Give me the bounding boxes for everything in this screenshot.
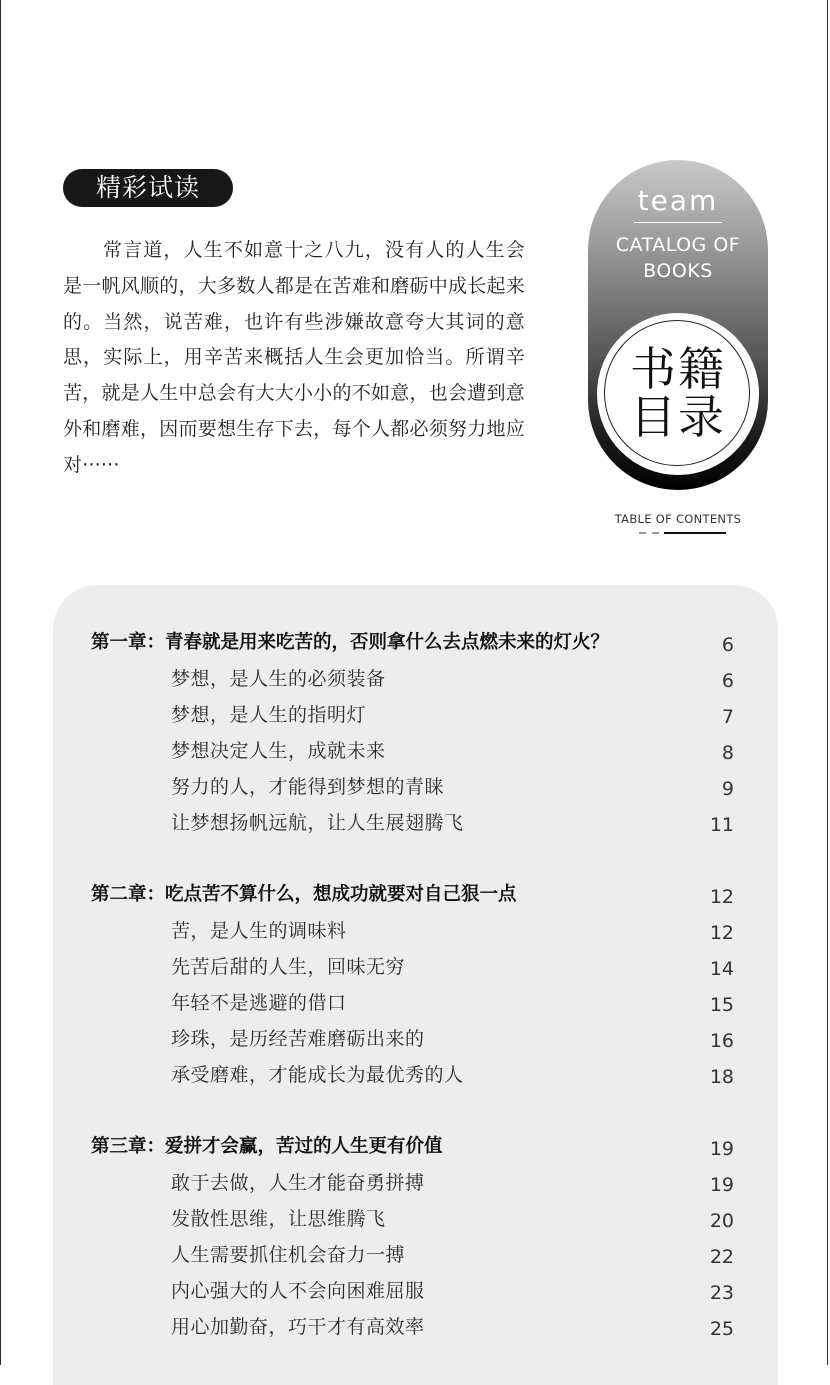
page-number: 16 (709, 1030, 734, 1052)
section-title: 发散性思维，让思维腾飞 (171, 1208, 386, 1230)
badge-chinese-title (605, 342, 751, 444)
badge-catalog-text (588, 232, 768, 284)
toc-chapter-row[interactable] (53, 625, 778, 661)
toc-section-row[interactable] (53, 913, 778, 949)
toc-section-row[interactable] (53, 1057, 778, 1093)
chapter-title: 第一章：青春就是用来吃苦的，否则拿什么去点燃未来的灯火？ (91, 632, 610, 653)
toc-section-row[interactable] (53, 805, 778, 841)
section-title: 内心强大的人不会向困难屈服 (171, 1280, 425, 1302)
section-title: 珍珠，是历经苦难磨砺出来的 (171, 1028, 425, 1050)
toc-section-row[interactable] (53, 1237, 778, 1273)
section-title: 先苦后甜的人生，回味无穷 (171, 956, 406, 978)
badge-team-text: team (637, 184, 719, 217)
page-number: 6 (721, 670, 734, 692)
page-number: 9 (721, 778, 734, 800)
section-title: 承受磨难，才能成长为最优秀的人 (171, 1064, 464, 1086)
page-number: 25 (709, 1318, 734, 1340)
section-title: 努力的人，才能得到梦想的青睐 (171, 776, 445, 798)
toc-section-row[interactable] (53, 1201, 778, 1237)
page-number: 14 (709, 958, 734, 980)
section-title: 苦，是人生的调味料 (171, 920, 347, 942)
toc-section-row[interactable] (53, 985, 778, 1021)
decorative-underline (664, 532, 726, 534)
catalog-badge (588, 160, 768, 490)
section-title: 敢于去做，人生才能奋勇拼搏 (171, 1172, 425, 1194)
toc-section-row[interactable] (53, 1273, 778, 1309)
page-number: 8 (721, 742, 734, 764)
decorative-dash (639, 532, 646, 534)
page-number: 20 (709, 1210, 734, 1232)
badge-circle (597, 313, 759, 475)
table-of-contents-label: TABLE OF CONTENTS (614, 512, 742, 526)
toc-chapter-row[interactable] (53, 1129, 778, 1165)
badge-cn-line2: 目录 (630, 390, 726, 444)
section-title: 梦想，是人生的必须装备 (171, 668, 386, 690)
toc-section-row[interactable] (53, 1309, 778, 1345)
section-title: 梦想，是人生的指明灯 (171, 704, 367, 726)
section-title: 人生需要抓住机会奋力一搏 (171, 1244, 406, 1266)
section-title: 年轻不是逃避的借口 (171, 992, 347, 1014)
toc-panel (53, 585, 778, 1385)
page-number: 11 (709, 814, 734, 836)
toc-section-row[interactable] (53, 1165, 778, 1201)
toc-section-row[interactable] (53, 733, 778, 769)
badge-catalog-line2: BOOKS (643, 260, 713, 282)
section-title: 用心加勤奋，巧干才有高效率 (171, 1316, 425, 1338)
section-title: 让梦想扬帆远航，让人生展翅腾飞 (171, 812, 464, 834)
toc-section-row[interactable] (53, 1021, 778, 1057)
page-number: 23 (709, 1282, 734, 1304)
page-number: 18 (709, 1066, 734, 1088)
section-pill-label: 精彩试读 (63, 169, 233, 207)
page-number: 19 (709, 1138, 734, 1160)
toc-section-row[interactable] (53, 949, 778, 985)
chapter-title: 第三章：爱拼才会赢，苦过的人生更有价值 (91, 1136, 443, 1157)
toc-section-row[interactable] (53, 769, 778, 805)
badge-circle-ring (604, 320, 750, 466)
page-number: 19 (709, 1174, 734, 1196)
page-number: 12 (709, 886, 734, 908)
intro-paragraph: 常言道，人生不如意十之八九，没有人的人生会是一帆风顺的，大多数人都是在苦难和磨砺中成长起来的。当然，说苦难，也许有些涉嫌故意夸大其词的意思，实际上，用辛苦来概括人生会更加恰当。所谓辛苦，就是人生中总会有大大小小的不如意，也会遭到意外和磨难，因而要想生存下去，每个人都必须努力地应对······ (63, 239, 525, 476)
badge-underline (634, 222, 722, 223)
page-number: 6 (721, 634, 734, 656)
page-number: 12 (709, 922, 734, 944)
decorative-dash (652, 532, 659, 534)
toc-section-row[interactable] (53, 697, 778, 733)
toc-section-row[interactable] (53, 661, 778, 697)
page-number: 15 (709, 994, 734, 1016)
badge-catalog-line1: CATALOG OF (615, 234, 741, 256)
toc-chapter-row[interactable] (53, 877, 778, 913)
page-number: 7 (721, 706, 734, 728)
badge-cn-line1: 书籍 (630, 342, 726, 396)
chapter-title: 第二章：吃点苦不算什么，想成功就要对自己狠一点 (91, 884, 517, 905)
section-title: 梦想决定人生，成就未来 (171, 740, 386, 762)
page-number: 22 (709, 1246, 734, 1268)
